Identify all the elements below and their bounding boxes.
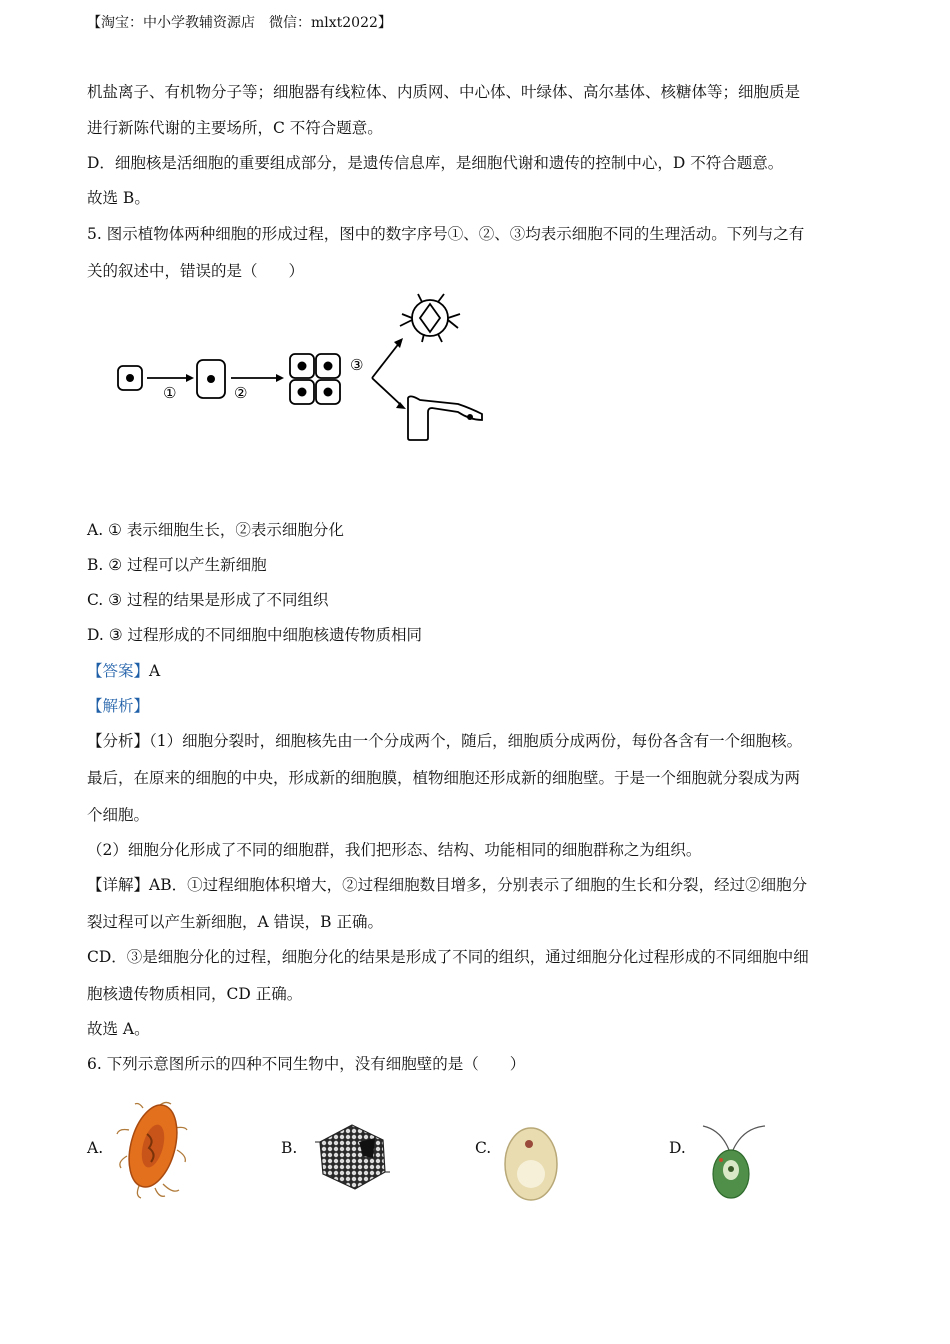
- step-label-1: ①: [163, 384, 177, 402]
- bacterium-image: [115, 1100, 190, 1200]
- q5-option-a: A. ① 表示细胞生长，②表示细胞分化: [87, 521, 344, 539]
- arrow-3-up: [372, 342, 400, 378]
- virus-image: [315, 1122, 390, 1192]
- watermark-header: 【淘宝：中小学教辅资源店 微信：mlxt2022】: [87, 15, 392, 31]
- answer-value: A: [149, 662, 161, 680]
- step-label-3: ③: [350, 356, 364, 374]
- q6-stem: 6. 下列示意图所示的四种不同生物中，没有细胞壁的是（ ）: [87, 1055, 526, 1073]
- q6-option-c-label: C.: [475, 1139, 492, 1157]
- divided-cells: [290, 354, 340, 404]
- fenxi-line: 最后，在原来的细胞的中央，形成新的细胞膜，植物细胞还形成新的细胞壁。于是一个细胞就分裂成为两: [87, 769, 801, 787]
- q5-stem: 关的叙述中，错误的是（ ）: [87, 262, 305, 280]
- chlamydomonas-image: [695, 1120, 770, 1202]
- q6-option-d-label: D.: [669, 1139, 686, 1157]
- q6-option-a-label: A.: [87, 1139, 104, 1157]
- answer-line: [87, 661, 160, 681]
- cell-process-diagram: [110, 290, 500, 450]
- answer-tag: 【答案】: [87, 662, 150, 680]
- xiangjie-tag: 【详解】: [87, 876, 150, 894]
- q5-conclusion: 故选 A。: [87, 1020, 150, 1038]
- xiangjie-line: 【详解】AB．①过程细胞体积增大，②过程细胞数目增多，分别表示了细胞的生长和分裂，经过②细胞分: [87, 876, 808, 894]
- q4-conclusion: 故选 B。: [87, 189, 150, 207]
- q4-text-line: 机盐离子、有机物分子等；细胞器有线粒体、内质网、中心体、叶绿体、高尔基体、核糖体等；细胞质是: [87, 83, 801, 101]
- q6-option-b-label: B.: [281, 1139, 298, 1157]
- q5-stem: 5. 图示植物体两种细胞的形成过程，图中的数字序号①、②、③均表示细胞不同的生理活动。下列与之有: [87, 225, 805, 243]
- q5-option-d: D. ③ 过程形成的不同细胞中细胞核遗传物质相同: [87, 626, 423, 644]
- xiangjie-line: CD．③是细胞分化的过程，细胞分化的结果是形成了不同的组织，通过细胞分化过程形成的不同细胞中细: [87, 948, 809, 966]
- fenxi-line: 个细胞。: [87, 806, 150, 824]
- q5-option-b: B. ② 过程可以产生新细胞: [87, 556, 267, 574]
- xiangjie-line: 裂过程可以产生新细胞，A 错误，B 正确。: [87, 913, 383, 931]
- animal-cell-image: [502, 1124, 562, 1204]
- step-label-2: ②: [234, 384, 248, 402]
- q4-text-line: 进行新陈代谢的主要场所，C 不符合题意。: [87, 119, 383, 137]
- guard-cell-icon: [400, 294, 460, 342]
- xiangjie-line: 胞核遗传物质相同，CD 正确。: [87, 985, 303, 1003]
- fenxi-line: 【分析】（1）细胞分裂时，细胞核先由一个分成两个，随后，细胞质分成两份，每份各含有一个细胞核。: [87, 732, 803, 750]
- fenxi-line: （2）细胞分化形成了不同的细胞群，我们把形态、结构、功能相同的细胞群称之为组织。: [87, 841, 702, 859]
- q5-option-c: C. ③ 过程的结果是形成了不同组织: [87, 591, 329, 609]
- q4-text-line: D．细胞核是活细胞的重要组成部分，是遗传信息库，是细胞代谢和遗传的控制中心，D 不符合题意。: [87, 154, 784, 172]
- analysis-tag: 【解析】: [87, 697, 150, 715]
- arrow-3-down: [372, 378, 402, 406]
- fenxi-tag: 【分析】: [87, 732, 150, 750]
